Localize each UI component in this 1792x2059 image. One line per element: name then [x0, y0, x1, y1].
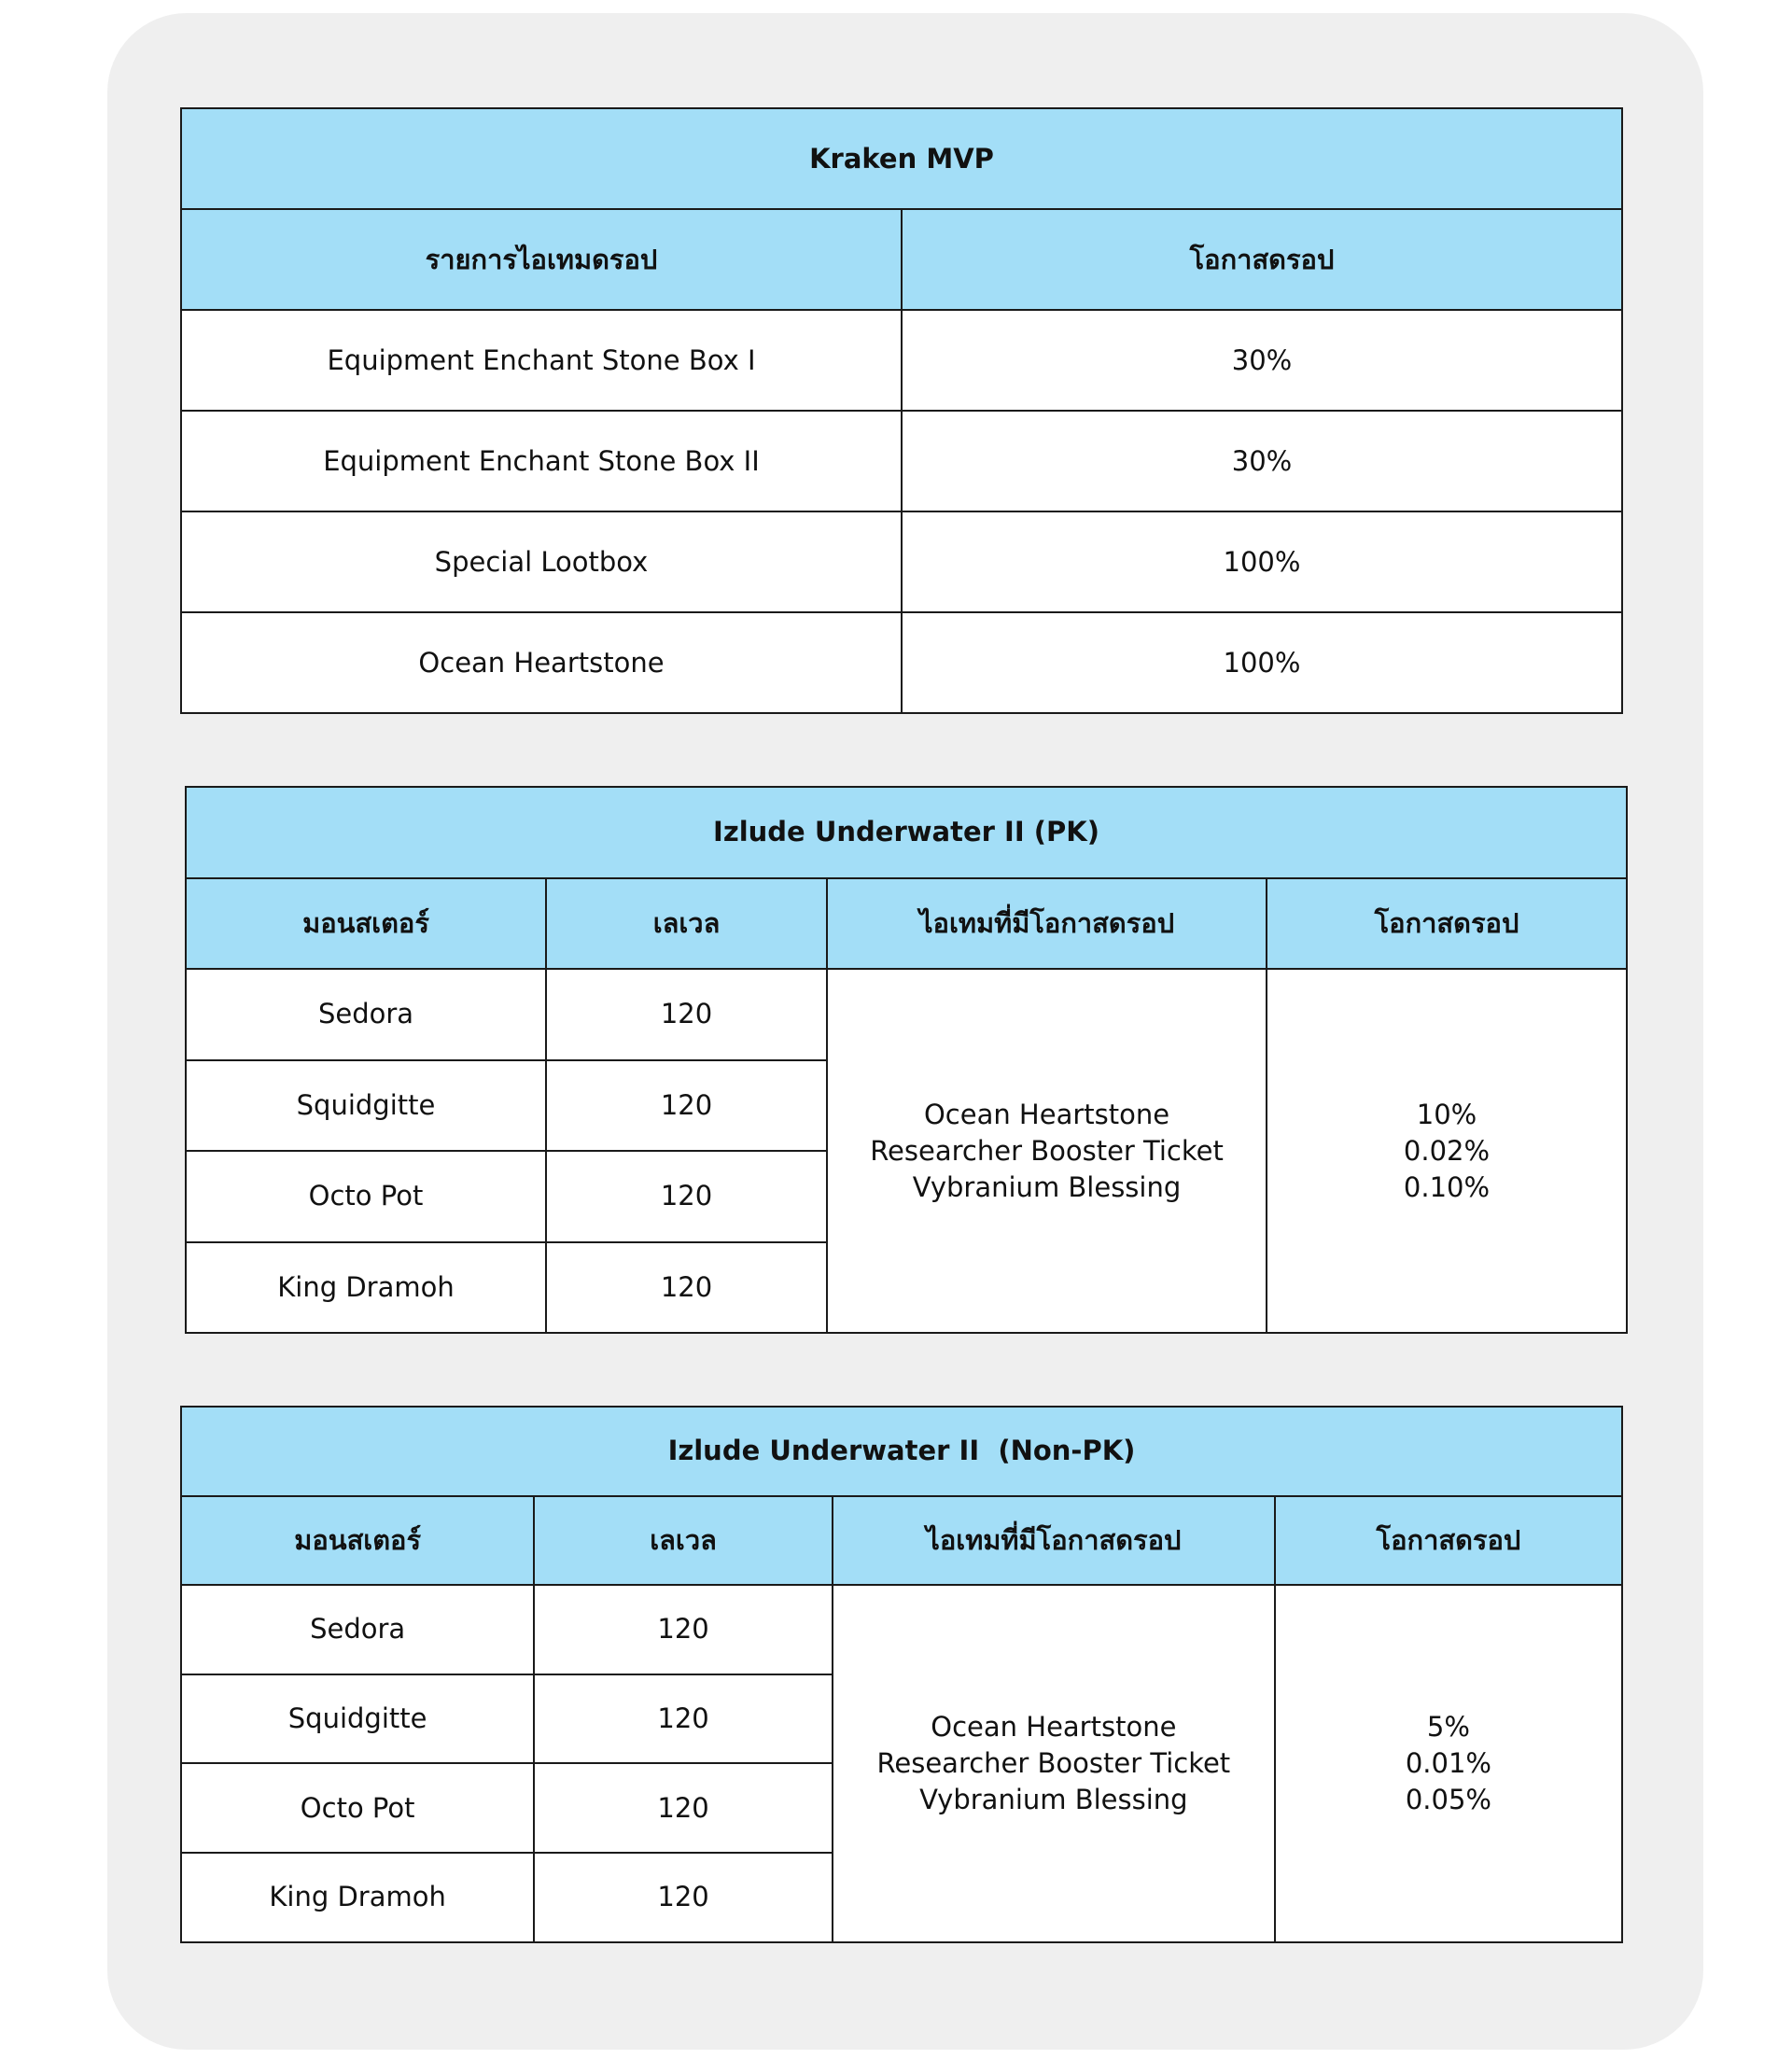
izlude-nonpk-table [180, 1406, 1623, 1943]
drop-item: Researcher Booster Ticket [870, 1134, 1224, 1167]
monster-level-cell: 120 [546, 1242, 827, 1334]
monster-name-cell: Squidgitte [181, 1674, 534, 1764]
table-row [181, 511, 1622, 612]
drop-chance: 0.10% [1403, 1170, 1491, 1203]
monster-name-cell: King Dramoh [181, 1853, 534, 1942]
drop-item: Ocean Heartstone [931, 1710, 1177, 1743]
header-drop-chance: โอกาสดรอป [902, 209, 1622, 310]
nonpk-table-title: Izlude Underwater II (Non-PK) [181, 1407, 1622, 1496]
drop-items-cell [833, 1585, 1275, 1941]
header-drop-items: ไอเทมที่มีโอกาสดรอป [827, 878, 1267, 970]
drop-item: Vybranium Blessing [912, 1170, 1182, 1203]
header-drop-chance: โอกาสดรอป [1275, 1496, 1622, 1586]
monster-name-cell: King Dramoh [186, 1242, 546, 1334]
kraken-table-title: Kraken MVP [181, 108, 1622, 209]
drop-chance-cell: 30% [902, 310, 1622, 411]
table-row [181, 612, 1622, 713]
drop-chance-cell: 100% [902, 612, 1622, 713]
header-level: เลเวล [534, 1496, 833, 1586]
monster-level-cell: 120 [534, 1853, 833, 1942]
header-drop-item: รายการไอเทมดรอป [181, 209, 902, 310]
monster-level-cell: 120 [534, 1674, 833, 1764]
monster-name-cell: Squidgitte [186, 1060, 546, 1152]
drop-item-cell: Equipment Enchant Stone Box II [181, 411, 902, 511]
kraken-mvp-table [180, 107, 1623, 714]
drop-item: Ocean Heartstone [923, 1098, 1170, 1130]
table-row [186, 969, 1627, 1060]
header-monster: มอนสเตอร์ [186, 878, 546, 970]
drop-chance: 10% [1416, 1098, 1477, 1130]
header-drop-items: ไอเทมที่มีโอกาสดรอป [833, 1496, 1275, 1586]
monster-name-cell: Sedora [181, 1585, 534, 1674]
monster-level-cell: 120 [546, 969, 827, 1060]
header-level: เลเวล [546, 878, 827, 970]
drop-chance: 0.02% [1403, 1134, 1491, 1167]
monster-name-cell: Sedora [186, 969, 546, 1060]
drop-item: Researcher Booster Ticket [876, 1746, 1231, 1779]
drop-item-cell: Equipment Enchant Stone Box I [181, 310, 902, 411]
header-monster: มอนสเตอร์ [181, 1496, 534, 1586]
monster-level-cell: 120 [546, 1060, 827, 1152]
monster-level-cell: 120 [546, 1151, 827, 1242]
header-drop-chance: โอกาสดรอป [1267, 878, 1627, 970]
drop-chance-cell: 100% [902, 511, 1622, 612]
monster-level-cell: 120 [534, 1585, 833, 1674]
drop-item: Vybranium Blessing [919, 1783, 1188, 1815]
drop-chance: 0.01% [1405, 1746, 1491, 1779]
drop-chances-cell [1267, 969, 1627, 1333]
monster-name-cell: Octo Pot [186, 1151, 546, 1242]
monster-name-cell: Octo Pot [181, 1763, 534, 1853]
izlude-pk-table [185, 786, 1628, 1334]
table-row [181, 1585, 1622, 1674]
drop-item-cell: Ocean Heartstone [181, 612, 902, 713]
drop-chance: 0.05% [1405, 1783, 1491, 1815]
pk-table-title: Izlude Underwater II (PK) [186, 787, 1627, 878]
monster-level-cell: 120 [534, 1763, 833, 1853]
drop-item-cell: Special Lootbox [181, 511, 902, 612]
drop-chances-cell [1275, 1585, 1622, 1941]
drop-chance: 5% [1426, 1710, 1470, 1743]
drop-chance-cell: 30% [902, 411, 1622, 511]
drop-items-cell [827, 969, 1267, 1333]
table-row [181, 411, 1622, 511]
table-row [181, 310, 1622, 411]
